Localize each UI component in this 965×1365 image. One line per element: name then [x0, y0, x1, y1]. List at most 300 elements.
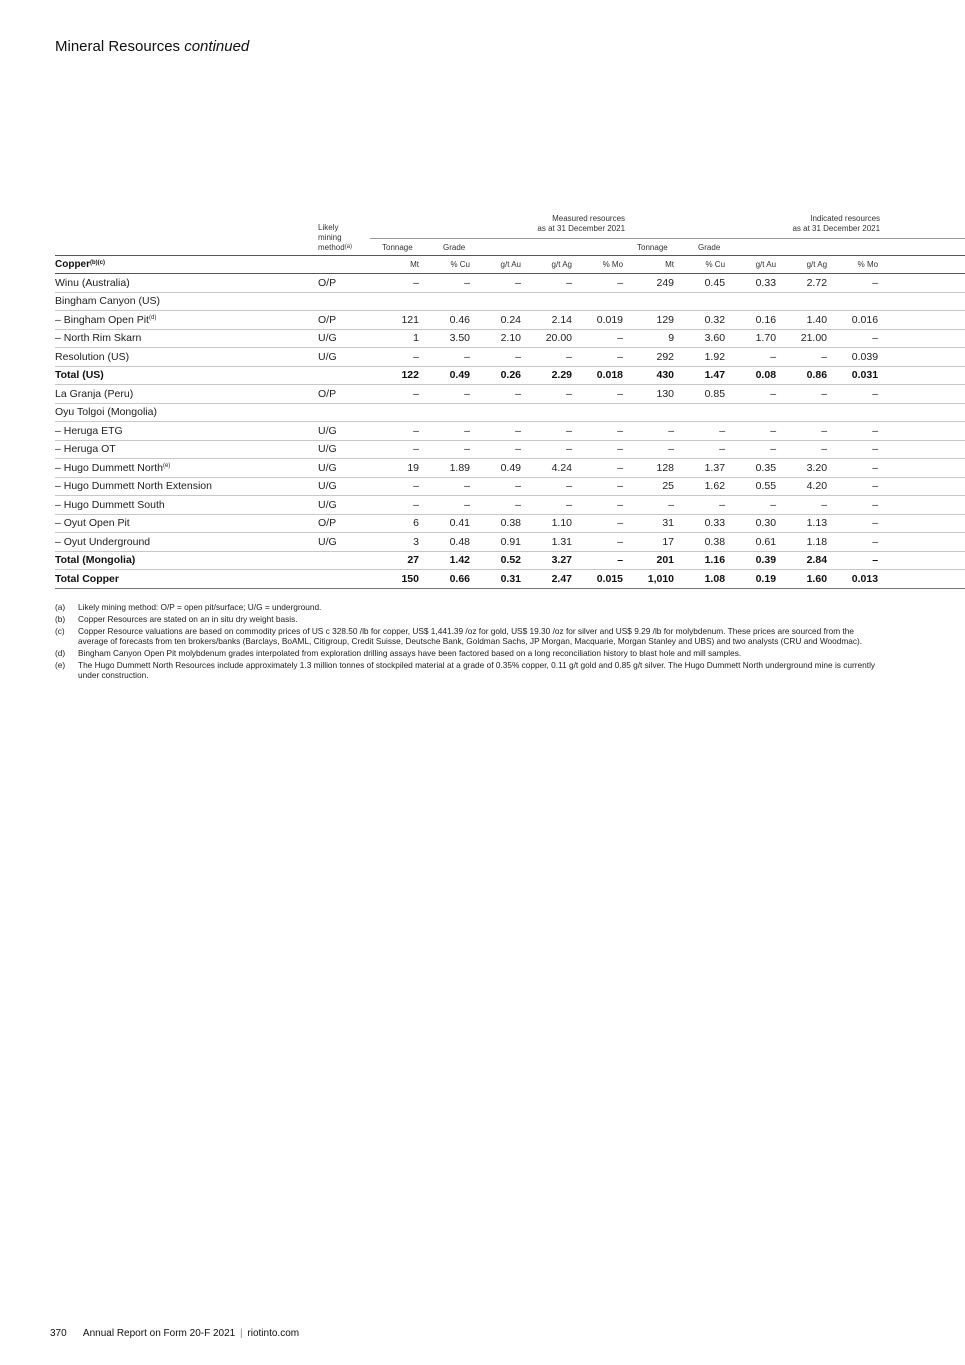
row-spacer [880, 551, 965, 570]
row-value: – [574, 551, 625, 570]
row-name [55, 496, 318, 515]
row-value: – [778, 348, 829, 367]
footnote [55, 602, 885, 612]
row-value: 0.55 [727, 477, 778, 496]
table-row [55, 403, 965, 422]
row-value: – [421, 496, 472, 515]
row-method: U/G [318, 496, 370, 515]
row-value: – [472, 496, 523, 515]
row-value: 17 [625, 533, 676, 552]
row-value: – [421, 385, 472, 404]
table-row [55, 292, 965, 311]
row-value: – [472, 348, 523, 367]
row-value: – [829, 533, 880, 552]
row-value: – [574, 274, 625, 293]
row-footnote-ref: (e) [162, 462, 171, 469]
row-value: 3.27 [523, 551, 574, 570]
method-header-line: method [318, 243, 345, 252]
row-value: – [727, 385, 778, 404]
row-value: – [829, 477, 880, 496]
row-value: 31 [625, 514, 676, 533]
row-spacer [880, 348, 965, 367]
row-value: – [625, 422, 676, 441]
footer-separator: | [240, 1328, 243, 1339]
row-value: 0.26 [472, 366, 523, 385]
row-name [55, 311, 318, 330]
row-value: – [421, 274, 472, 293]
row-name-text: La Granja (Peru) [55, 387, 134, 400]
row-value: 1.37 [676, 459, 727, 478]
row-value: 21.00 [778, 329, 829, 348]
row-value: 0.33 [727, 274, 778, 293]
table-row [55, 514, 965, 533]
row-value [829, 292, 880, 311]
row-name-text: Bingham Canyon (US) [55, 295, 161, 308]
row-value: 128 [625, 459, 676, 478]
row-value: 0.35 [727, 459, 778, 478]
row-name-text: – Oyut Open Pit [55, 517, 130, 530]
footnote [55, 614, 885, 624]
row-value: 121 [370, 311, 421, 330]
row-value: 3.20 [778, 459, 829, 478]
row-spacer [880, 274, 965, 293]
row-value: 20.00 [523, 329, 574, 348]
footnotes [55, 602, 885, 682]
row-value: – [370, 385, 421, 404]
table-row [55, 329, 965, 348]
table-body [55, 274, 965, 589]
row-value: 0.45 [676, 274, 727, 293]
section-title [55, 256, 318, 274]
row-method: U/G [318, 533, 370, 552]
row-name-text: Total Copper [55, 572, 119, 585]
row-name [55, 551, 318, 570]
row-value: – [829, 274, 880, 293]
row-value: 0.49 [472, 459, 523, 478]
row-value: – [727, 440, 778, 459]
row-value: – [523, 496, 574, 515]
table-row [55, 440, 965, 459]
row-value: 130 [625, 385, 676, 404]
row-name [55, 403, 318, 422]
row-method: O/P [318, 311, 370, 330]
row-value: – [370, 477, 421, 496]
row-name-text: Resolution (US) [55, 350, 130, 363]
row-value: 0.19 [727, 570, 778, 589]
unit-header: g/t Au [727, 256, 778, 274]
row-name [55, 533, 318, 552]
page-number: 370 [50, 1328, 67, 1339]
row-spacer [880, 496, 965, 515]
row-value [778, 403, 829, 422]
row-value: 1.10 [523, 514, 574, 533]
row-spacer [880, 477, 965, 496]
row-value: 1.62 [676, 477, 727, 496]
row-method: O/P [318, 385, 370, 404]
row-value: – [829, 422, 880, 441]
row-method [318, 403, 370, 422]
row-value [472, 403, 523, 422]
row-value: – [370, 496, 421, 515]
row-value [778, 292, 829, 311]
row-value: 4.24 [523, 459, 574, 478]
row-value: 150 [370, 570, 421, 589]
row-value: – [574, 533, 625, 552]
method-header [318, 208, 370, 256]
row-value: 201 [625, 551, 676, 570]
row-value: 0.38 [676, 533, 727, 552]
table-row [55, 551, 965, 570]
row-value: 0.52 [472, 551, 523, 570]
row-value: – [676, 422, 727, 441]
row-name-text: Oyu Tolgoi (Mongolia) [55, 406, 157, 419]
row-value: – [676, 496, 727, 515]
row-spacer [880, 533, 965, 552]
row-name-text: Total (US) [55, 369, 104, 382]
footnote [55, 648, 885, 658]
row-value: 0.019 [574, 311, 625, 330]
row-method: U/G [318, 422, 370, 441]
row-value: 2.72 [778, 274, 829, 293]
row-value: 1.89 [421, 459, 472, 478]
table-row [55, 496, 965, 515]
footnote-label: (d) [55, 648, 66, 658]
row-value: 0.16 [727, 311, 778, 330]
row-name-text: – Hugo Dummett South [55, 498, 165, 511]
indicated-tonnage-label: Tonnage [637, 242, 668, 252]
row-value: 0.015 [574, 570, 625, 589]
page-title-main: Mineral Resources [55, 38, 181, 55]
row-value: 2.47 [523, 570, 574, 589]
row-value: – [472, 422, 523, 441]
measured-grade-label: Grade [443, 242, 466, 252]
row-value: 0.61 [727, 533, 778, 552]
row-method: U/G [318, 329, 370, 348]
row-value: 1.13 [778, 514, 829, 533]
row-value [574, 292, 625, 311]
row-value [625, 292, 676, 311]
row-value [625, 403, 676, 422]
row-name [55, 570, 318, 589]
row-method: O/P [318, 514, 370, 533]
row-value: 4.20 [778, 477, 829, 496]
table-row [55, 311, 965, 330]
unit-header: g/t Ag [523, 256, 574, 274]
footnote [55, 660, 885, 680]
row-value: – [574, 477, 625, 496]
site-link[interactable]: riotinto.com [247, 1328, 300, 1339]
row-value: 0.24 [472, 311, 523, 330]
unit-header: % Cu [421, 256, 472, 274]
row-value: 1.60 [778, 570, 829, 589]
unit-header: Mt [370, 256, 421, 274]
table-row [55, 570, 965, 589]
row-value: 3 [370, 533, 421, 552]
row-value [472, 292, 523, 311]
row-value: 0.46 [421, 311, 472, 330]
row-method [318, 292, 370, 311]
row-value: 0.91 [472, 533, 523, 552]
row-value: 27 [370, 551, 421, 570]
row-value: – [829, 551, 880, 570]
unit-header: Mt [625, 256, 676, 274]
table-row [55, 385, 965, 404]
row-name-text: – Hugo Dummett North Extension [55, 480, 212, 493]
row-value: 1.31 [523, 533, 574, 552]
table-row [55, 274, 965, 293]
row-value: 0.31 [472, 570, 523, 589]
row-value [370, 403, 421, 422]
header-row-subgroups [55, 239, 965, 256]
row-value: – [574, 385, 625, 404]
row-value: – [370, 274, 421, 293]
footnote-label: (b) [55, 614, 66, 624]
row-value: – [829, 514, 880, 533]
unit-header: % Mo [574, 256, 625, 274]
row-value: – [778, 422, 829, 441]
row-value: – [421, 422, 472, 441]
row-value [727, 292, 778, 311]
row-value: 122 [370, 366, 421, 385]
row-name [55, 348, 318, 367]
row-value: 0.031 [829, 366, 880, 385]
row-value: 2.84 [778, 551, 829, 570]
measured-tonnage-label: Tonnage [382, 242, 413, 252]
row-spacer [880, 422, 965, 441]
table-row [55, 422, 965, 441]
row-spacer [880, 403, 965, 422]
row-value: – [472, 440, 523, 459]
row-name [55, 385, 318, 404]
row-name [55, 366, 318, 385]
measured-group-line: as at 31 December 2021 [537, 224, 626, 233]
row-value: – [574, 496, 625, 515]
row-value: 0.39 [727, 551, 778, 570]
row-value: – [574, 440, 625, 459]
footnote-text: Bingham Canyon Open Pit molybdenum grades interpolated from exploration drilling assays have been factored based on a long reconciliation history to blast hole and mill samples. [78, 648, 742, 658]
row-name-text: – Heruga OT [55, 443, 116, 456]
row-value: 3.50 [421, 329, 472, 348]
row-value: – [778, 440, 829, 459]
row-value: – [625, 496, 676, 515]
row-value: – [523, 348, 574, 367]
indicated-group-line: Indicated resources [810, 214, 881, 223]
row-method: O/P [318, 274, 370, 293]
row-value: 0.85 [676, 385, 727, 404]
header-row-units [55, 256, 965, 274]
row-value: – [472, 274, 523, 293]
row-value: 1.40 [778, 311, 829, 330]
row-value: – [574, 329, 625, 348]
row-value: 19 [370, 459, 421, 478]
row-name [55, 274, 318, 293]
row-spacer [880, 440, 965, 459]
row-value: – [472, 477, 523, 496]
row-value: – [523, 422, 574, 441]
row-value: – [574, 422, 625, 441]
row-value: 0.30 [727, 514, 778, 533]
row-value: – [727, 348, 778, 367]
indicated-grade-label: Grade [698, 242, 721, 252]
row-value: 6 [370, 514, 421, 533]
row-value [676, 292, 727, 311]
row-value: 0.86 [778, 366, 829, 385]
report-name: Annual Report on Form 20-F 2021 [82, 1328, 236, 1339]
row-name [55, 440, 318, 459]
row-value: – [829, 329, 880, 348]
row-value: 0.41 [421, 514, 472, 533]
row-value [421, 292, 472, 311]
row-value: 25 [625, 477, 676, 496]
row-value: – [727, 422, 778, 441]
row-name [55, 514, 318, 533]
footnote-text: The Hugo Dummett North Resources include approximately 1.3 million tonnes of stockpiled material at a grade of 0.35% copper, 0.11 g/t gold and 0.85 g/t silver. The Hugo Dummett North underground mine is currently under construction. [78, 660, 876, 680]
row-value: – [574, 459, 625, 478]
row-name [55, 422, 318, 441]
row-value: 1.08 [676, 570, 727, 589]
row-value: 1.42 [421, 551, 472, 570]
row-value [727, 403, 778, 422]
page-title [55, 38, 249, 55]
row-value [676, 403, 727, 422]
unit-header: g/t Au [472, 256, 523, 274]
row-spacer [880, 329, 965, 348]
row-name [55, 477, 318, 496]
measured-group-header [370, 208, 625, 239]
row-name-text: – Hugo Dummett North [55, 461, 163, 474]
footnote [55, 626, 885, 646]
row-value: – [421, 348, 472, 367]
row-name-text: Total (Mongolia) [55, 554, 136, 567]
row-value: – [829, 496, 880, 515]
row-value [370, 292, 421, 311]
row-value: – [676, 440, 727, 459]
row-name-text: – Oyut Underground [55, 535, 151, 548]
row-spacer [880, 366, 965, 385]
row-name [55, 459, 318, 478]
footnote-text: Likely mining method: O/P = open pit/surface; U/G = underground. [78, 602, 322, 612]
row-value: 1.47 [676, 366, 727, 385]
table-row [55, 348, 965, 367]
row-value: 1.70 [727, 329, 778, 348]
row-value: 9 [625, 329, 676, 348]
row-value: – [421, 440, 472, 459]
measured-group-line: Measured resources [552, 214, 626, 223]
row-value [829, 403, 880, 422]
row-spacer [880, 459, 965, 478]
row-value: – [574, 348, 625, 367]
row-name-text: Winu (Australia) [55, 276, 130, 289]
row-value: 292 [625, 348, 676, 367]
row-value: 0.32 [676, 311, 727, 330]
row-value: – [523, 477, 574, 496]
footnote-text: Copper Resources are stated on an in situ dry weight basis. [78, 614, 298, 624]
copper-resources-table [55, 208, 965, 589]
row-value: 1.16 [676, 551, 727, 570]
row-value: 249 [625, 274, 676, 293]
row-value: 0.66 [421, 570, 472, 589]
table-row [55, 477, 965, 496]
row-name-text: – Bingham Open Pit [55, 313, 149, 326]
row-name-text: – North Rim Skarn [55, 332, 142, 345]
row-method: U/G [318, 440, 370, 459]
row-value: 1 [370, 329, 421, 348]
footnote-label: (e) [55, 660, 66, 670]
table-row [55, 459, 965, 478]
row-method: U/G [318, 459, 370, 478]
row-value: 0.38 [472, 514, 523, 533]
row-value: 0.016 [829, 311, 880, 330]
row-value: – [829, 459, 880, 478]
row-value: – [778, 496, 829, 515]
method-header-line: Likely [318, 223, 339, 232]
row-value [421, 403, 472, 422]
row-value: – [727, 496, 778, 515]
row-value [523, 292, 574, 311]
row-spacer [880, 292, 965, 311]
row-value: – [421, 477, 472, 496]
section-title-text: Copper [55, 259, 90, 270]
row-value: 0.018 [574, 366, 625, 385]
section-title-ref: (b)(c) [90, 260, 105, 266]
row-value: – [829, 440, 880, 459]
row-name [55, 329, 318, 348]
row-value: 1.18 [778, 533, 829, 552]
row-value: – [370, 422, 421, 441]
table-row [55, 366, 965, 385]
row-value: 430 [625, 366, 676, 385]
row-value: 0.013 [829, 570, 880, 589]
row-value: 2.14 [523, 311, 574, 330]
row-method [318, 551, 370, 570]
row-value: – [523, 385, 574, 404]
row-name-text: – Heruga ETG [55, 424, 123, 437]
row-value: – [472, 385, 523, 404]
page-footer [50, 1328, 299, 1339]
unit-header: % Cu [676, 256, 727, 274]
row-method [318, 366, 370, 385]
row-value: – [370, 348, 421, 367]
page-title-suffix: continued [184, 38, 250, 55]
row-value: 0.48 [421, 533, 472, 552]
unit-header: % Mo [829, 256, 880, 274]
row-value: – [370, 440, 421, 459]
footnote-label: (c) [55, 626, 65, 636]
row-spacer [880, 385, 965, 404]
row-spacer [880, 514, 965, 533]
row-method [318, 570, 370, 589]
method-header-line: mining [318, 233, 342, 242]
row-value: – [625, 440, 676, 459]
row-name [55, 292, 318, 311]
row-spacer [880, 570, 965, 589]
row-value: 0.33 [676, 514, 727, 533]
header-row-groups [55, 208, 965, 239]
row-value: 0.039 [829, 348, 880, 367]
row-value: 3.60 [676, 329, 727, 348]
footnote-text: Copper Resource valuations are based on commodity prices of US c 328.50 /lb for copper, US$ 1,441.39 /oz for gold, US$ 19.30 /oz for silver and US$ 9.29 /lb for molybdenum. These prices are sourced from the average of forecasts from ten brokers/banks (Barclays, BoAML, Citigroup, Credit Suisse, Deutsche Bank, Goldman Sachs, JP Morgan, Macquarie, Morgan Stanley and UBS) and two analysts (CRU and Woodmac). [78, 626, 863, 646]
row-footnote-ref: (d) [148, 314, 157, 321]
unit-header: g/t Ag [778, 256, 829, 274]
row-value: – [523, 440, 574, 459]
row-value: 0.49 [421, 366, 472, 385]
row-value: 2.29 [523, 366, 574, 385]
row-value: – [778, 385, 829, 404]
row-value [574, 403, 625, 422]
indicated-group-line: as at 31 December 2021 [792, 224, 881, 233]
row-value: 1.92 [676, 348, 727, 367]
footnote-label: (a) [55, 602, 66, 612]
